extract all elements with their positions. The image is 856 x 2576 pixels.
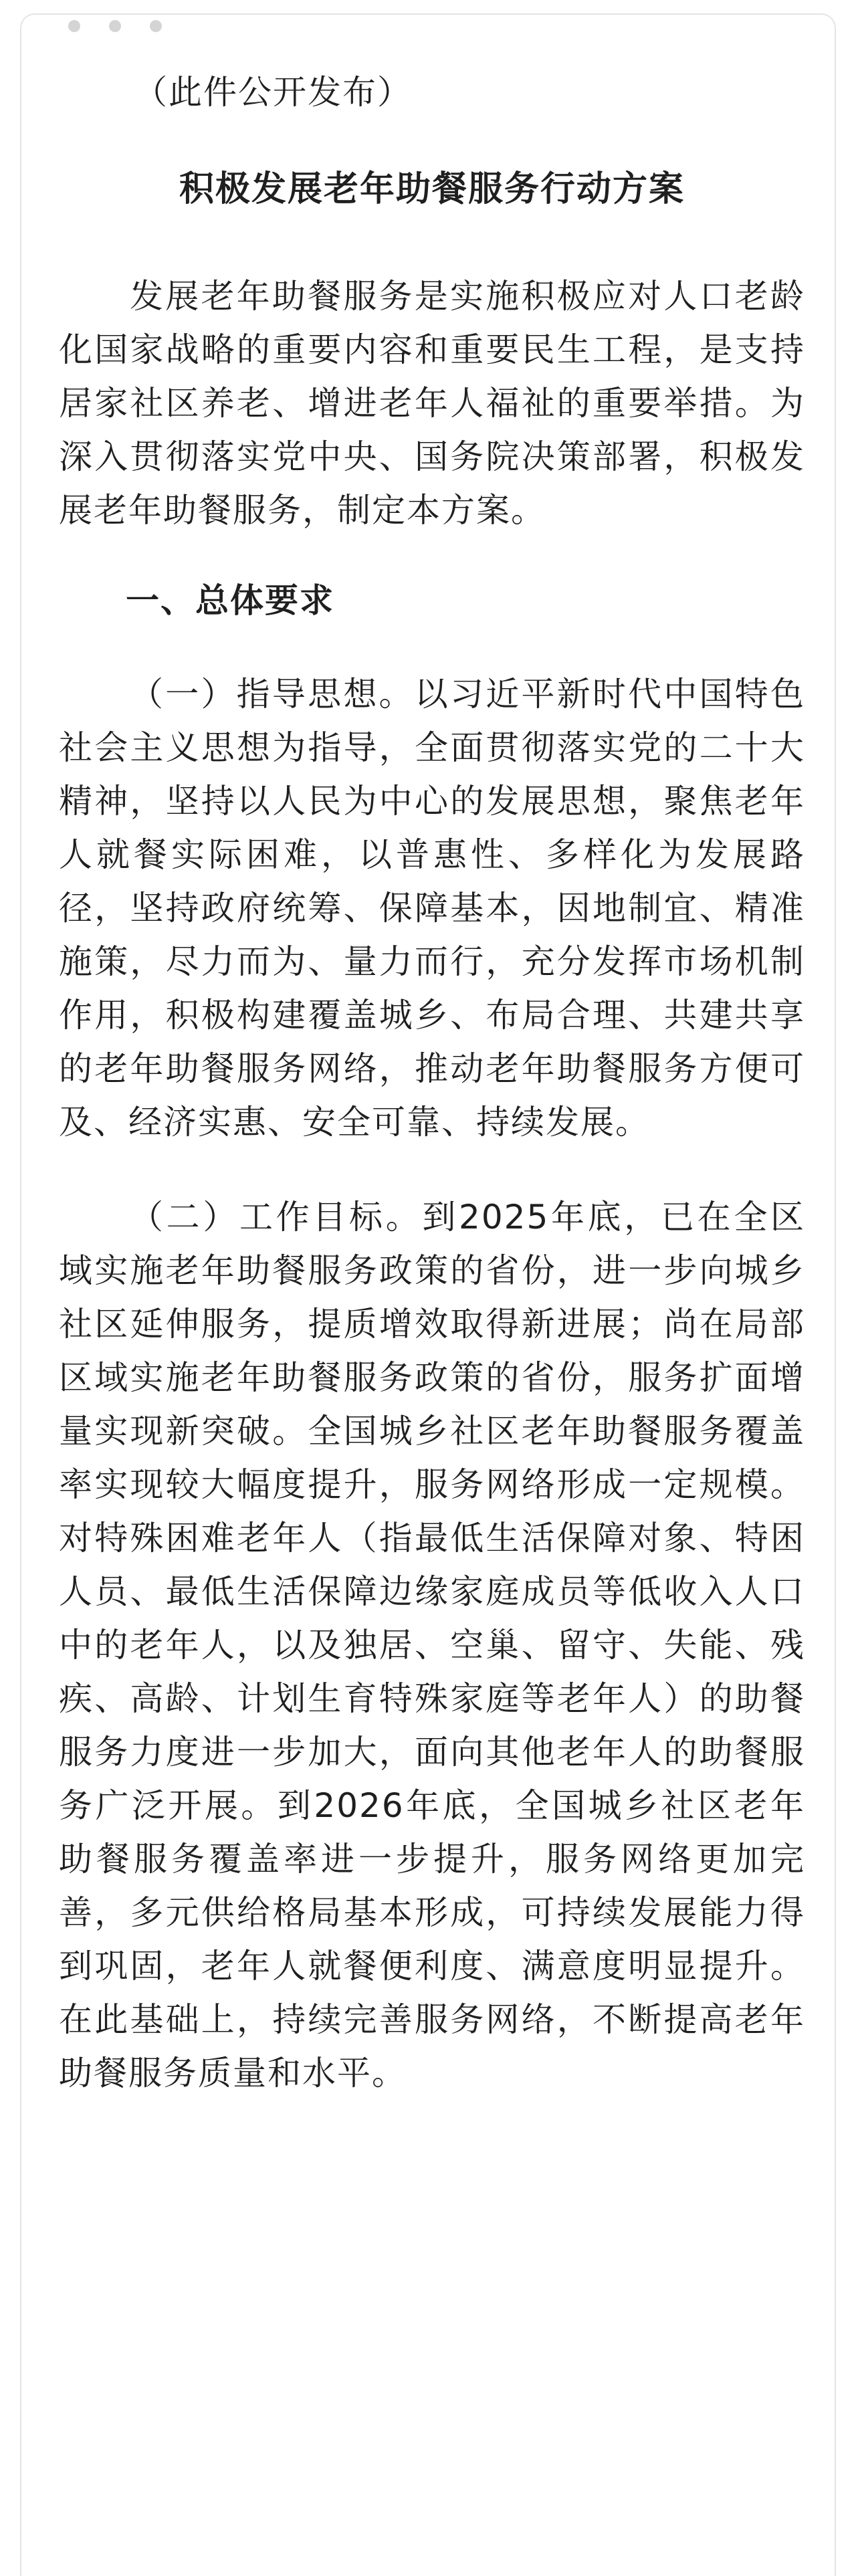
section-heading-general-requirements: 一、总体要求 xyxy=(126,581,334,620)
document-body xyxy=(59,66,805,2100)
intro-paragraph: 发展老年助餐服务是实施积极应对人口老龄化国家战略的重要内容和重要民生工程，是支持居家社区养老、增进老年人福祉的重要举措。为深入贯彻落实党中央、国务院决策部署，积极发展老年助餐服务，制定本方案。 xyxy=(59,277,805,530)
dot-3 xyxy=(150,20,162,32)
release-note: （此件公开发布） xyxy=(134,73,412,112)
dot-2 xyxy=(109,20,121,32)
paragraph-work-goals: （二）工作目标。到2025年底，已在全区域实施老年助餐服务政策的省份，进一步向城乡社区延伸服务，提质增效取得新进展；尚在局部区域实施老年助餐服务政策的省份，服务扩面增量实现新突破。全国城乡社区老年助餐服务覆盖率实现较大幅度提升，服务网络形成一定规模。对特殊困难老年人（指最低生活保障对象、特困人员、最低生活保障边缘家庭成员等低收入人口中的老年人，以及独居、空巢、留守、失能、残疾、高龄、计划生育特殊家庭等老年人）的助餐服务力度进一步加大，面向其他老年人的助餐服务广泛开展。到2026年底，全国城乡社区老年助餐服务覆盖率进一步提升，服务网络更加完善，多元供给格局基本形成，可持续发展能力得到巩固，老年人就餐便利度、满意度明显提升。在此基础上，持续完善服务网络，不断提高老年助餐服务质量和水平。 xyxy=(59,1198,805,2092)
paragraph-guiding-ideology: （一）指导思想。以习近平新时代中国特色社会主义思想为指导，全面贯彻落实党的二十大精神，坚持以人民为中心的发展思想，聚焦老年人就餐实际困难，以普惠性、多样化为发展路径，坚持政府统筹、保障基本，因地制宜、精准施策，尽力而为、量力而行，充分发挥市场机制作用，积极构建覆盖城乡、布局合理、共建共享的老年助餐服务网络，推动老年助餐服务方便可及、经济实惠、安全可靠、持续发展。 xyxy=(59,675,805,1142)
window-dots xyxy=(68,20,162,32)
document-title: 积极发展老年助餐服务行动方案 xyxy=(179,169,685,209)
dot-1 xyxy=(68,20,80,32)
